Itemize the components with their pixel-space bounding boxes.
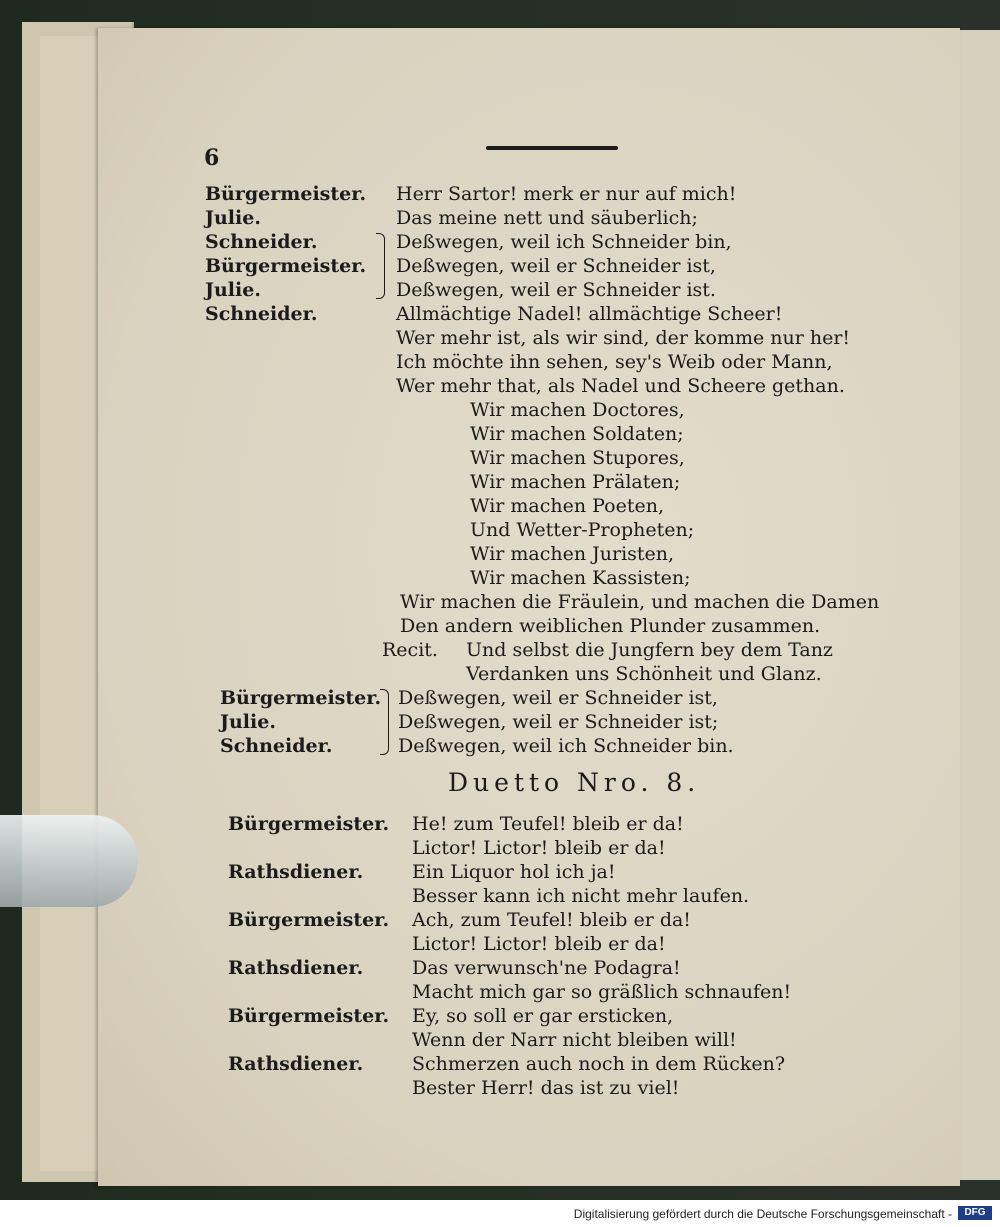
verse-line: Ich möchte ihn sehen, sey's Weib oder Mann, bbox=[396, 351, 833, 373]
speaker-label: Rathsdiener. bbox=[228, 1053, 364, 1075]
verse-line: Besser kann ich nicht mehr laufen. bbox=[412, 885, 750, 907]
speaker-brace bbox=[376, 233, 385, 299]
verse-line-indented: Wir machen Prälaten; bbox=[470, 471, 681, 493]
verse-line: Den andern weiblichen Plunder zusammen. bbox=[400, 615, 821, 637]
verse-line: Verdanken uns Schönheit und Glanz. bbox=[466, 663, 822, 685]
page-clip bbox=[0, 815, 138, 907]
verse-line-indented: Wir machen Soldaten; bbox=[470, 423, 684, 445]
verse-line: Wer mehr ist, als wir sind, der komme nur her! bbox=[396, 327, 851, 349]
speaker-label: Bürgermeister. bbox=[228, 1005, 390, 1027]
verse-line: Wenn der Narr nicht bleiben will! bbox=[412, 1029, 737, 1051]
verse-line-indented: Wir machen Juristen, bbox=[470, 543, 675, 565]
speaker-label: Bürgermeister. bbox=[205, 255, 367, 277]
verse-line: Deßwegen, weil er Schneider ist; bbox=[398, 711, 719, 733]
verse-line: Ey, so soll er gar ersticken, bbox=[412, 1005, 674, 1027]
verse-line: Deßwegen, weil er Schneider ist. bbox=[396, 279, 716, 301]
verse-line: Bester Herr! das ist zu viel! bbox=[412, 1077, 680, 1099]
speaker-label: Bürgermeister. bbox=[220, 687, 382, 709]
verse-line: Das verwunsch'ne Podagra! bbox=[412, 957, 681, 979]
verse-line: Lictor! Lictor! bleib er da! bbox=[412, 837, 666, 859]
next-page-edge bbox=[955, 30, 1000, 1180]
speaker-label: Schneider. bbox=[220, 735, 333, 757]
speaker-label: Schneider. bbox=[205, 303, 318, 325]
duetto-heading: Duetto Nro. 8. bbox=[448, 768, 701, 797]
recit-label: Recit. bbox=[382, 639, 438, 661]
page-number: 6 bbox=[204, 145, 220, 171]
verse-line: Wir machen die Fräulein, und machen die Damen bbox=[400, 591, 880, 613]
dfg-logo: DFG bbox=[958, 1206, 992, 1220]
verse-line: Und selbst die Jungfern bey dem Tanz bbox=[466, 639, 833, 661]
verse-line: Ein Liquor hol ich ja! bbox=[412, 861, 616, 883]
verse-line: Schmerzen auch noch in dem Rücken? bbox=[412, 1053, 786, 1075]
verse-line: Ach, zum Teufel! bleib er da! bbox=[412, 909, 691, 931]
speaker-label: Julie. bbox=[220, 711, 276, 733]
verse-line: Deßwegen, weil er Schneider ist, bbox=[396, 255, 716, 277]
verse-line: Lictor! Lictor! bleib er da! bbox=[412, 933, 666, 955]
speaker-label: Rathsdiener. bbox=[228, 861, 364, 883]
verse-line: Deßwegen, weil ich Schneider bin, bbox=[396, 231, 732, 253]
verse-line: Das meine nett und säuberlich; bbox=[396, 207, 698, 229]
verse-line-indented: Wir machen Poeten, bbox=[470, 495, 664, 517]
speaker-label: Julie. bbox=[205, 279, 261, 301]
speaker-label: Rathsdiener. bbox=[228, 957, 364, 979]
speaker-label: Schneider. bbox=[205, 231, 318, 253]
verse-line: Herr Sartor! merk er nur auf mich! bbox=[396, 183, 737, 205]
speaker-label: Bürgermeister. bbox=[228, 813, 390, 835]
verse-line: Deßwegen, weil er Schneider ist, bbox=[398, 687, 718, 709]
speaker-brace bbox=[380, 689, 389, 755]
speaker-label: Julie. bbox=[205, 207, 261, 229]
verse-line-indented: Wir machen Stupores, bbox=[470, 447, 685, 469]
verse-line: Macht mich gar so gräßlich schnaufen! bbox=[412, 981, 792, 1003]
digitization-credit: Digitalisierung gefördert durch die Deutsche Forschungsgemeinschaft - bbox=[573, 1207, 952, 1221]
verse-line-indented: Wir machen Kassisten; bbox=[470, 567, 691, 589]
verse-line-indented: Wir machen Doctores, bbox=[470, 399, 685, 421]
verse-line: Wer mehr that, als Nadel und Scheere gethan. bbox=[396, 375, 845, 397]
header-rule bbox=[486, 146, 618, 150]
verse-line: He! zum Teufel! bleib er da! bbox=[412, 813, 684, 835]
verse-line: Deßwegen, weil ich Schneider bin. bbox=[398, 735, 734, 757]
verse-line-indented: Und Wetter-Propheten; bbox=[470, 519, 695, 541]
speaker-label: Bürgermeister. bbox=[205, 183, 367, 205]
speaker-label: Bürgermeister. bbox=[228, 909, 390, 931]
verse-line: Allmächtige Nadel! allmächtige Scheer! bbox=[396, 303, 783, 325]
